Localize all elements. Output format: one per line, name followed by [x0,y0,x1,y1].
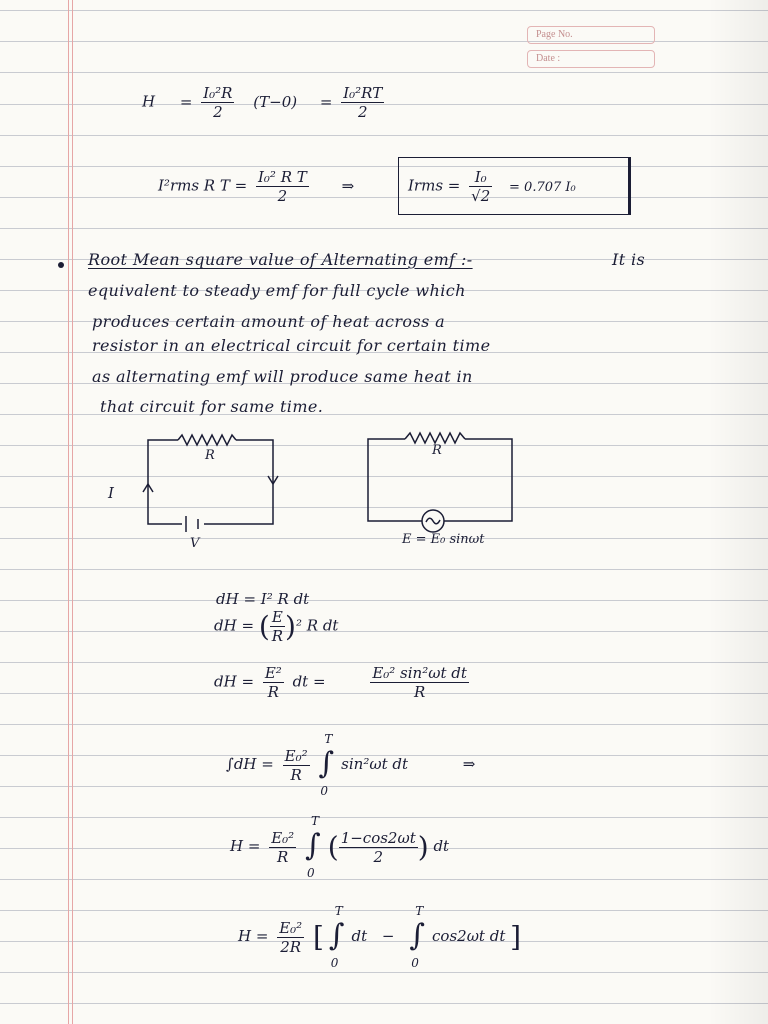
eq-lhs: H [142,92,156,111]
fraction: $\frac{\text{I₀² R T}}{2}$ [257,168,307,205]
definition-line: that circuit for same time. [100,397,324,416]
definition-line: produces certain amount of heat across a [92,312,446,331]
derivation-step-2 [214,608,338,645]
step-rhs: = I² R dt [243,590,310,608]
minus-sign: − [381,927,395,945]
date-box: Date : [527,50,655,68]
page-edge-shadow [708,0,768,1024]
fraction: $\frac{1-\cos 2\omega t}{2}$ [340,828,416,866]
right-paren: ) [285,610,296,643]
derivation-step-6 [238,904,522,970]
integral-sign-icon: T ∫ 0 [318,732,335,798]
fraction: $\frac{\text{E²}}{R}$ [264,664,282,701]
fraction: $\frac{\text{I₀}}{√2}$ [471,168,491,205]
dc-circuit-diagram [140,430,290,540]
ac-circuit-wire [444,439,512,521]
integral-sign-icon: T ∫ 0 [304,814,321,880]
derivation-step-5 [230,814,450,880]
fraction: $\frac{\text{E₀² sin²ωt dt}}{R}$ [372,664,467,701]
left-paren: ( [327,830,339,864]
fraction: $\frac{E}{R}$ [271,608,284,645]
voltage-label: V [190,536,200,551]
term: cos2ωt dt [432,927,506,945]
right-bracket: ] [510,920,522,954]
equation-heat-1 [142,84,388,121]
eq-equals: = [179,92,193,111]
derivation-step-1 [216,590,309,608]
step-rhs: ² R dt [295,616,339,635]
ac-circuit-wire [368,439,422,521]
fraction: $\frac{\text{I₀²RT}}{2}$ [343,84,383,121]
eq-lhs: I²rms R T = [158,176,248,195]
term: dt [351,927,368,945]
boxed-result-content [408,168,576,205]
step-lhs: H = [230,837,261,855]
fraction: $\frac{\text{E₀²}}{2R}$ [279,918,303,956]
margin-line [72,0,73,1024]
step-lhs: dH = [214,672,255,691]
right-paren: ) [417,830,429,864]
integral-sign-icon: T ∫ 0 [328,904,345,970]
sine-wave-icon [426,518,440,524]
resistor-icon [178,435,236,445]
definition-heading: Root Mean square value of Alternating emf :- [88,250,473,269]
step-lhs: H = [238,927,269,945]
current-label: I [108,484,114,502]
resistor-icon [405,433,465,443]
step-lhs: ∫dH = [226,755,274,773]
definition-line: It is [612,250,646,269]
step-lhs: dH [216,590,239,608]
box-lhs: Irms = [408,176,461,195]
source-equation-label: E = E₀ sinωt [402,532,485,547]
derivation-step-4 [226,732,476,798]
definition-line: equivalent to steady emf for full cycle which [88,281,466,300]
resistor-label: R [432,443,442,458]
fraction: $\frac{\text{I₀²R}}{2}$ [203,84,233,121]
dc-circuit-wire [148,440,182,524]
eq-term: (T−0) [253,92,298,111]
left-paren: ( [258,610,270,643]
box-rhs: = 0.707 I₀ [509,179,576,195]
step-lhs: dH = [214,616,255,635]
step-mid: dt = [292,672,326,691]
integral-sign-icon: T ∫ 0 [409,904,425,970]
fraction: $\frac{\text{E₀²}}{R}$ [271,828,295,866]
derivation-step-3 [214,664,473,701]
step-tail: dt [433,837,450,855]
resistor-label: R [205,448,215,463]
definition-line: resistor in an electrical circuit for certain time [92,336,491,355]
equation-rms-current [158,168,354,205]
definition-line: as alternating emf will produce same heat in [92,367,473,386]
page-no-box: Page No. [527,26,655,44]
left-bracket: [ [312,920,324,954]
fraction: $\frac{\text{E₀²}}{R}$ [284,746,308,784]
eq-equals: = [319,92,333,111]
implies-arrow: ⇒ [341,176,355,195]
implies-arrow: ⇒ [462,755,476,773]
margin-line [68,0,69,1024]
integrand: sin²ωt dt [341,755,408,773]
bullet-point [58,262,64,268]
